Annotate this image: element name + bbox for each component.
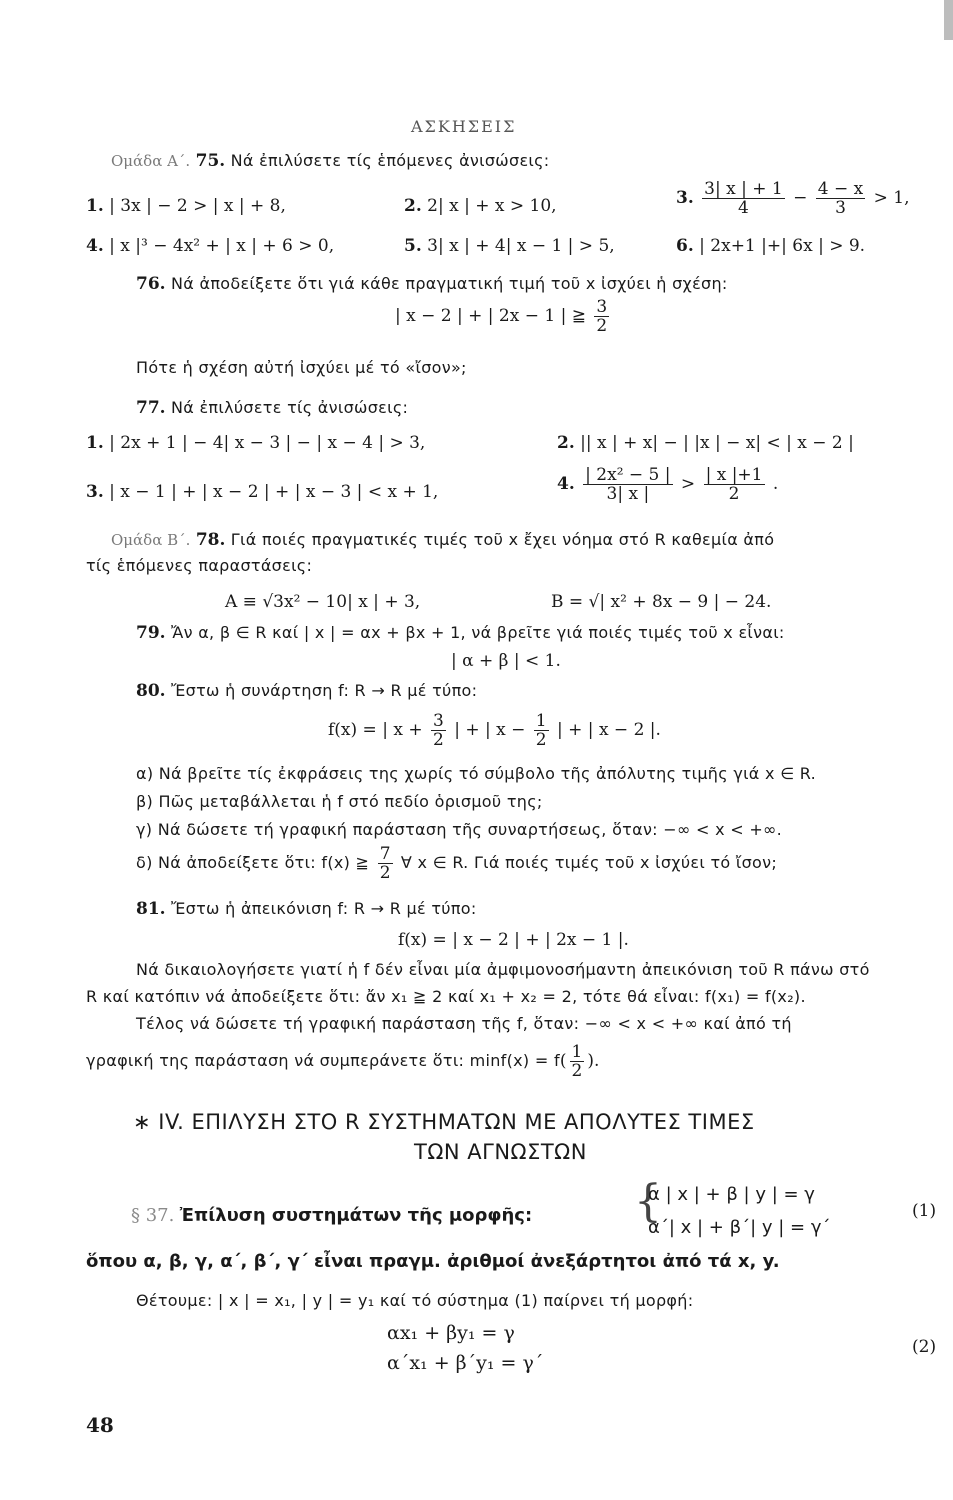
fraction: $\frac{1}{2}$ xyxy=(571,1042,583,1081)
ex81-paragraph-3: Τέλος νά δώσετε τή γραφική παράσταση τῆς f, ὅταν: −∞ < x < +∞ καί ἀπό τή xyxy=(136,1014,792,1033)
section-37-paragraph: Θέτουμε: | x | = x₁, | y | = y₁ καί τό σύστημα (1) παίρνει τή μορφή: xyxy=(136,1291,694,1310)
fraction: $\frac{7}{2}$ xyxy=(379,844,391,883)
ex81-formula: f(x) = | x − 2 | + | 2x − 1 |. xyxy=(398,930,629,950)
ex81-paragraph-4: γραφική της παράσταση νά συμπεράνετε ὅτι: minf(x) = f( $\frac{1}{2}$ ). xyxy=(86,1042,600,1081)
fraction: $\frac{3| x | + 1}{4}$ xyxy=(704,179,783,218)
exercise-77: 77. Νά ἐπιλύσετε τίς ἀνισώσεις: xyxy=(136,398,409,418)
exercise-75: Ομάδα Α΄. 75. Νά ἐπιλύσετε τίς ἑπόμενες ἀνισώσεις: xyxy=(111,151,550,171)
exercise-78: Ομάδα Β΄. 78. Γιά ποιές πραγματικές τιμές τοῦ x ἔχει νόημα στό R καθεμία ἀπό xyxy=(111,530,775,550)
page-header: ΑΣΚΗΣΕΙΣ xyxy=(411,117,517,136)
ex81-paragraph-2: R καί κατόπιν νά ἀποδείξετε ὅτι: ἄν x₁ ≧ 2 καί x₁ + x₂ = 2, τότε θά εἶναι: f(x₁) = f(x₂). xyxy=(86,987,806,1006)
ex76-question: Πότε ἡ σχέση αὐτή ἰσχύει μέ τό «ἴσον»; xyxy=(136,358,467,377)
ex80-item-d: δ) Νά ἀποδείξετε ὅτι: f(x) ≧ $\frac{7}{2}$ ∀ x ∈ R. Γιά ποιές τιμές τοῦ x ἰσχύει τό ἴσον; xyxy=(136,844,778,883)
system-2-eq-2: α΄x₁ + β΄y₁ = γ΄ xyxy=(387,1352,544,1374)
ex77-item-4: 4. $\frac{\text{| 2x² − 5 |}}{3| x |}$ > $\frac{| x |+1}{2}$ . xyxy=(557,465,779,504)
page-edge-shadow xyxy=(944,0,953,40)
exercise-80: 80. Ἔστω ἡ συνάρτηση f: R → R μέ τύπο: xyxy=(136,681,478,701)
ex77-item-2: 2. || x | + x| − | |x | − x| < | x − 2 | xyxy=(557,433,854,453)
ex80-item-a: α) Νά βρεῖτε τίς ἐκφράσεις της χωρίς τό σύμβολο τῆς ἀπόλυτης τιμῆς γιά x ∈ R. xyxy=(136,764,817,783)
system-brace: { xyxy=(634,1176,662,1227)
fraction: $\frac{1}{2}$ xyxy=(535,711,547,750)
ex75-item-4: 4. | x |³ − 4x² + | x | + 6 > 0, xyxy=(86,236,335,256)
fraction: $\frac{3}{2}$ xyxy=(596,297,608,336)
ex78-line-2: τίς ἑπόμενες παραστάσεις: xyxy=(86,556,313,575)
ex75-item-1: 1. | 3x | − 2 > | x | + 8, xyxy=(86,196,286,216)
ex75-item-2: 2. 2| x | + x > 10, xyxy=(404,196,557,216)
exercise-76: 76. Νά ἀποδείξετε ὅτι γιά κάθε πραγματική τιμή τοῦ x ἰσχύει ἡ σχέση: xyxy=(136,274,728,294)
group-b-label: Ομάδα Β΄. xyxy=(111,531,191,549)
exercise-81: 81. Ἔστω ἡ ἀπεικόνιση f: R → R μέ τύπο: xyxy=(136,899,477,919)
ex80-item-b: β) Πῶς μεταβάλλεται ἡ f στό πεδίο ὁρισμοῦ της; xyxy=(136,792,543,811)
section-37-definition: ὅπου α, β, γ, α΄, β΄, γ΄ εἶναι πραγμ. ἀριθμοί ἀνεξάρτητοι ἀπό τά x, y. xyxy=(86,1251,780,1272)
ex81-paragraph-1: Νά δικαιολογήσετε γιατί ἡ f δέν εἶναι μία ἀμφιμονοσήμαντη ἀπεικόνιση τοῦ R πάνω στό xyxy=(136,960,870,979)
page-number: 48 xyxy=(86,1413,114,1437)
system-2-eq-1: αx₁ + βy₁ = γ xyxy=(387,1322,515,1344)
ex79-condition: | α + β | < 1. xyxy=(451,651,561,671)
ex75-item-3: 3. $\frac{3| x | + 1}{4}$ − $\frac{4 - x}{3}$ > 1, xyxy=(676,179,910,218)
equation-label-2: (2) xyxy=(912,1337,937,1357)
system-1-eq-2: α΄| x | + β΄| y | = γ΄ xyxy=(648,1217,831,1238)
exercise-79: 79. Ἄν α, β ∈ R καί | x | = αx + βx + 1, νά βρεῖτε γιά ποιές τιμές τοῦ x εἶναι: xyxy=(136,623,785,643)
section-title-line-1: ∗ IV. ΕΠΙΛΥΣΗ ΣΤΟ R ΣΥΣΤΗΜΑΤΩΝ ΜΕ ΑΠΟΛΥΤΕΣ ΤΙΜΕΣ xyxy=(133,1110,755,1134)
fraction: $\frac{| x |+1}{2}$ xyxy=(705,465,763,504)
equation-label-1: (1) xyxy=(912,1201,937,1221)
ex80-item-c: γ) Νά δώσετε τή γραφική παράσταση τῆς συναρτήσεως, ὅταν: −∞ < x < +∞. xyxy=(136,820,783,839)
fraction: $\frac{3}{2}$ xyxy=(432,711,444,750)
ex76-formula: | x − 2 | + | 2x − 1 | ≧ $\frac{3}{2}$ xyxy=(395,297,608,336)
ex77-item-1: 1. | 2x + 1 | − 4| x − 3 | − | x − 4 | > 3, xyxy=(86,433,426,453)
fraction: $\frac{4 - x}{3}$ xyxy=(817,179,864,218)
ex75-item-5: 5. 3| x | + 4| x − 1 | > 5, xyxy=(404,236,615,256)
ex80-formula: f(x) = | x + $\frac{3}{2}$ | + | x − $\frac{1}{2}$ | + | x − 2 |. xyxy=(328,711,661,750)
ex78-formula-b: B = √| x² + 8x − 9 | − 24. xyxy=(551,592,772,612)
system-1-eq-1: α | x | + β | y | = γ xyxy=(648,1184,815,1205)
ex77-item-3: 3. | x − 1 | + | x − 2 | + | x − 3 | < x + 1, xyxy=(86,482,439,502)
ex75-item-6: 6. | 2x+1 |+| 6x | > 9. xyxy=(676,236,866,256)
section-title-line-2: ΤΩΝ ΑΓΝΩΣΤΩΝ xyxy=(414,1140,587,1164)
ex78-formula-a: A ≡ √3x² − 10| x | + 3, xyxy=(225,592,421,612)
section-37-heading: § 37. Ἐπίλυση συστημάτων τῆς μορφῆς: xyxy=(131,1205,533,1226)
fraction: $\frac{\text{| 2x² − 5 |}}{3| x |}$ xyxy=(585,465,671,504)
group-a-label: Ομάδα Α΄. xyxy=(111,152,191,170)
